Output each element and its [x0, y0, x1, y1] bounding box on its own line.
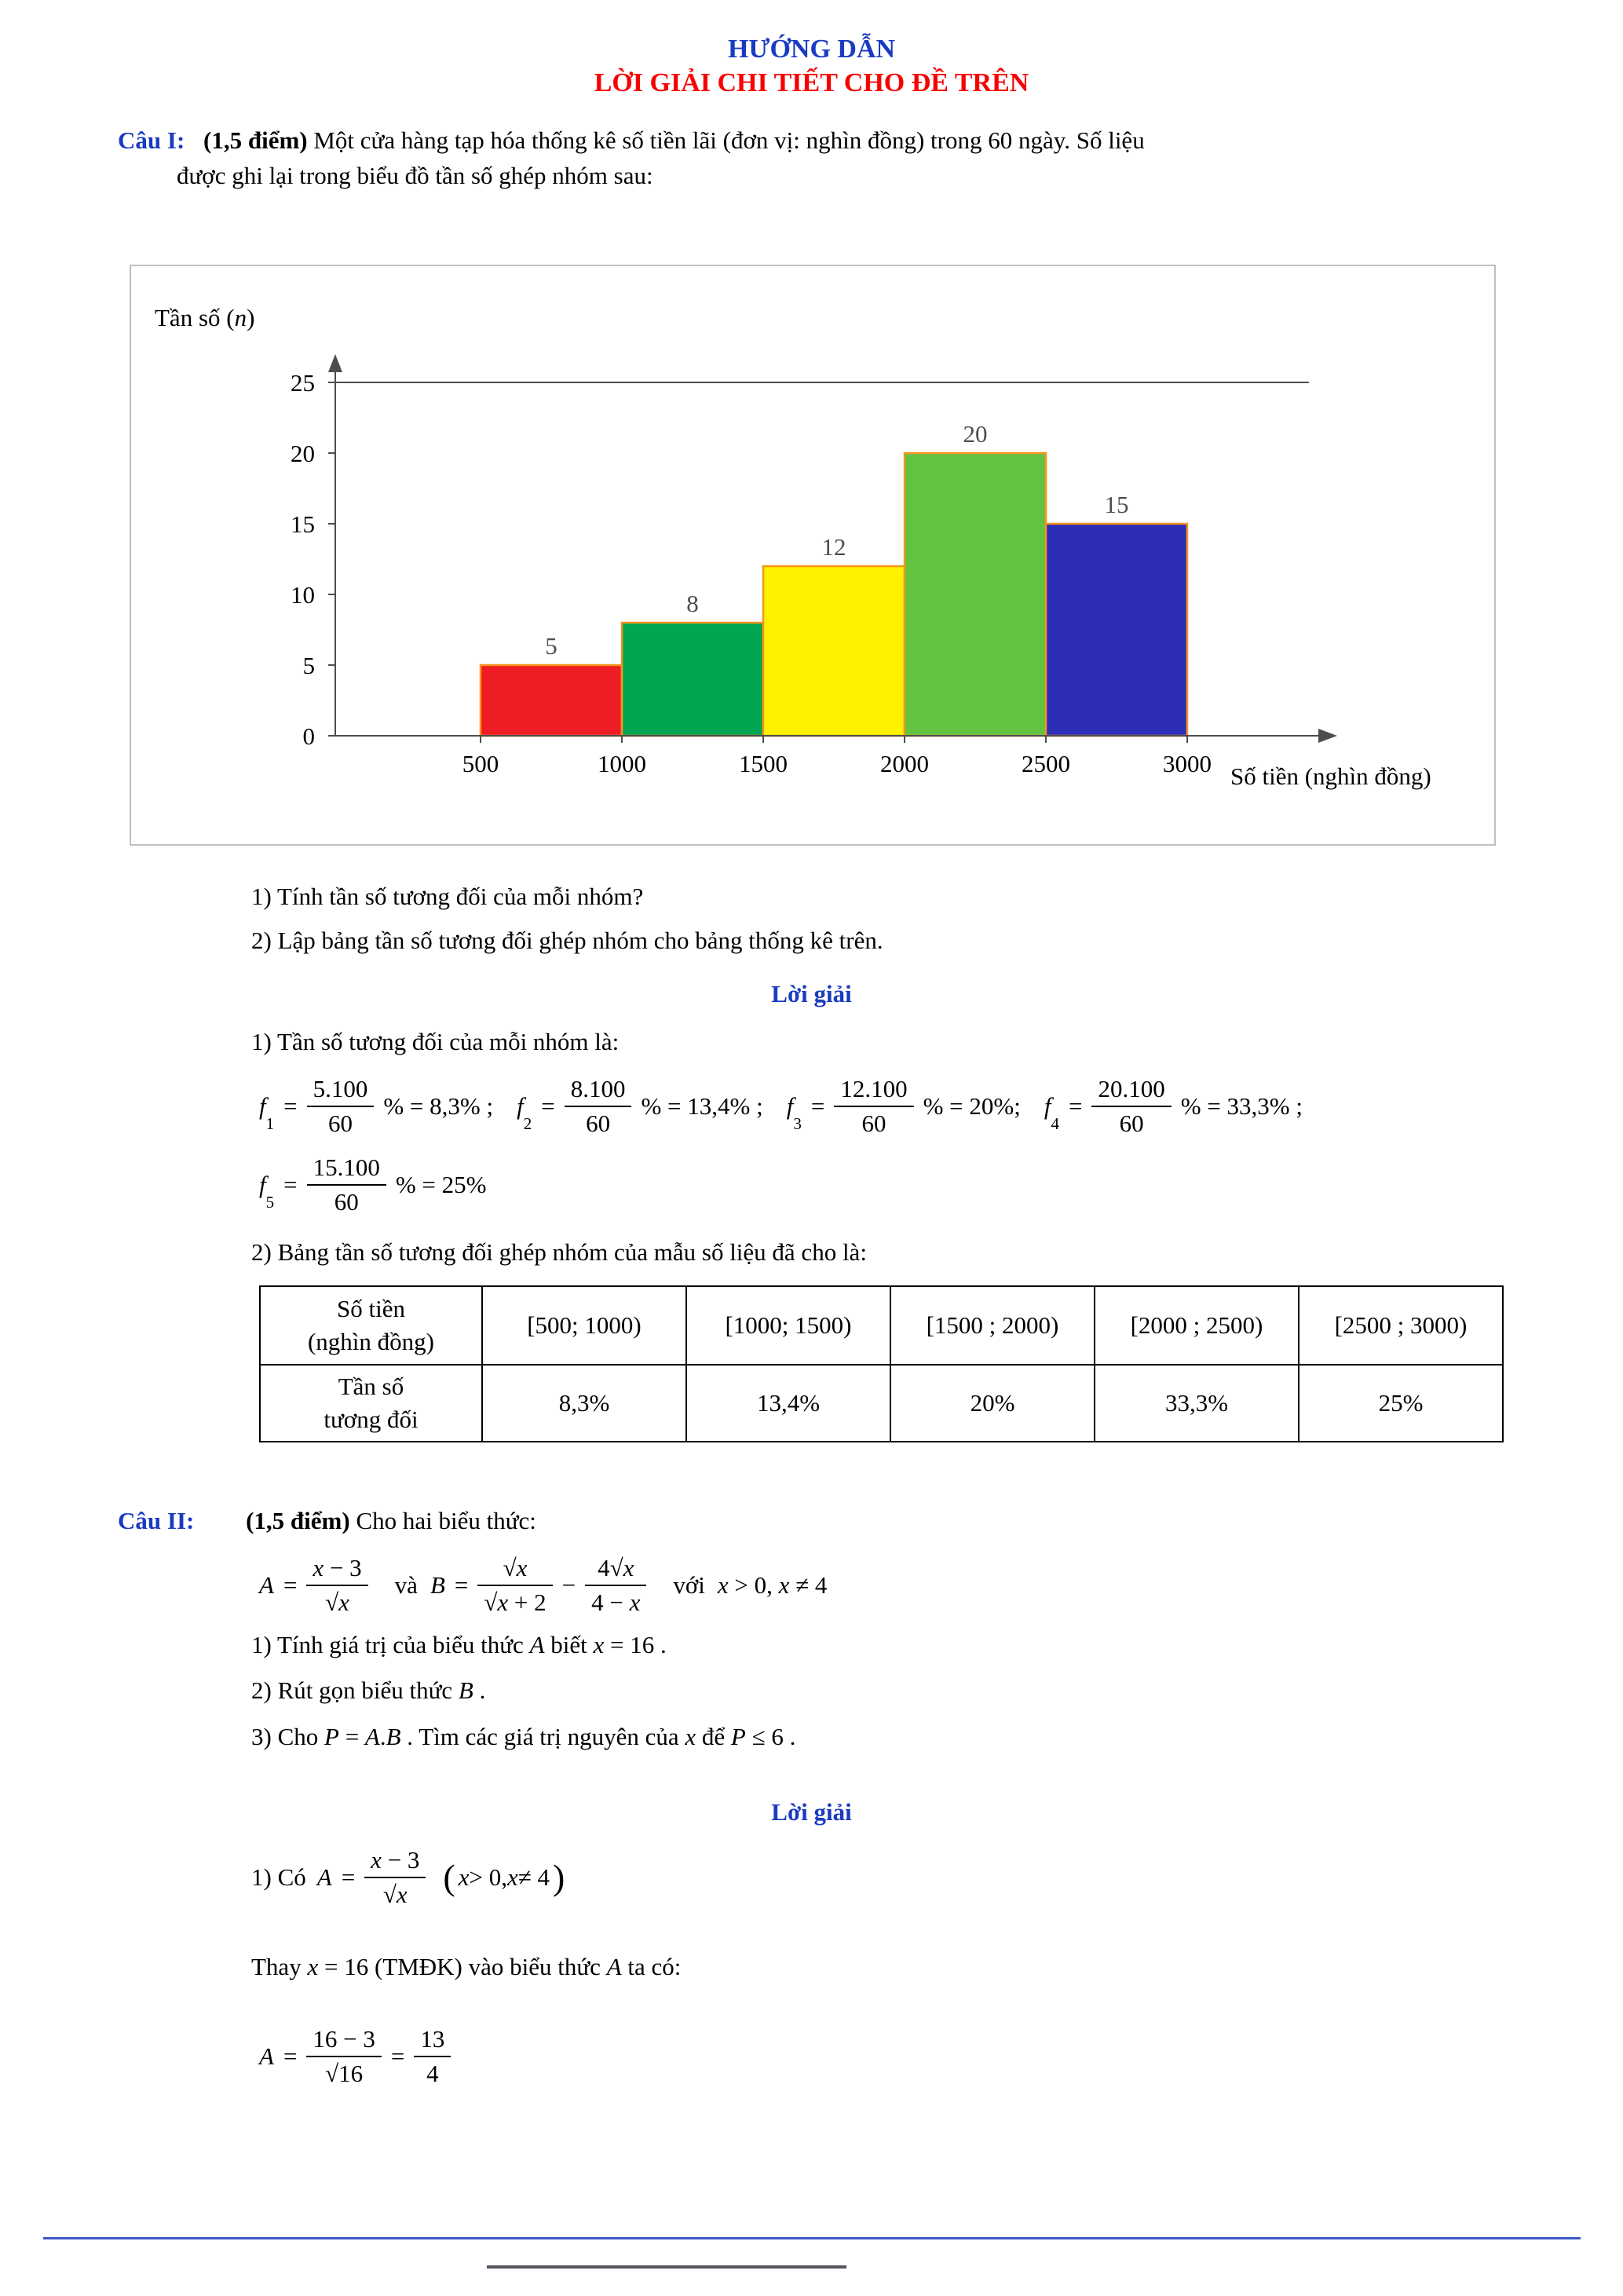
table-row-intervals: [260, 1286, 1503, 1365]
cau1-intro: [118, 123, 1531, 194]
cau1-points: (1,5 điểm): [203, 126, 308, 154]
svg-text:1000: 1000: [598, 749, 646, 777]
cau1-label: Câu I:: [118, 126, 185, 154]
fraction-f3: $\frac{12.100}{60}$: [834, 1074, 913, 1139]
cau2-item-1: 1) Tính giá trị của biểu thức A biết x = 16 .: [251, 1630, 667, 1658]
equals-sign: =: [810, 1092, 825, 1121]
result-f5: % = 25%: [395, 1171, 487, 1199]
svg-text:15: 15: [291, 510, 315, 538]
sub-f1: 1: [265, 1114, 275, 1134]
minus-sign: −: [561, 1570, 576, 1599]
page-subtitle: LỜI GIẢI CHI TIẾT CHO ĐỀ TRÊN: [594, 68, 1029, 97]
var-f5: f: [259, 1171, 266, 1199]
equals-sign: =: [541, 1092, 555, 1121]
fraction-B2: $\frac{4√x}{4 - x}$: [585, 1553, 646, 1618]
svg-text:Số tiền (nghìn đồng): Số tiền (nghìn đồng): [1230, 762, 1431, 790]
fraction-B1: $\frac{√x}{√x + 2}$: [477, 1553, 552, 1618]
interval-cell: [1000; 1500): [686, 1286, 890, 1365]
svg-text:5: 5: [302, 651, 315, 679]
formula-f1: [259, 1074, 503, 1139]
result-f3: % = 20%;: [923, 1092, 1021, 1121]
fraction-step: $\frac{16 - 3}{√16}$: [306, 2024, 381, 2089]
cau2-intro: [118, 1504, 1531, 1539]
equals-sign: =: [283, 1570, 298, 1599]
final-expression: [259, 2024, 451, 2089]
svg-text:12: 12: [821, 532, 846, 561]
frequency-formulas-line1: [259, 1074, 1623, 1139]
cau1-question-1: 1) Tính tần số tương đối của mỗi nhóm?: [251, 882, 644, 910]
frequency-formulas-line2: [259, 1153, 1623, 1217]
svg-text:25: 25: [291, 368, 315, 397]
cau1-sol2-header: 2) Bảng tần số tương đối ghép nhóm của mẫu số liệu đã cho là:: [251, 1238, 867, 1267]
footer-rule: [43, 2237, 1581, 2239]
condition-text: x > 0, x ≠ 4: [717, 1570, 828, 1599]
var-f1: f: [259, 1092, 266, 1121]
table-header-cell: Tần số tương đối: [260, 1365, 482, 1442]
cau2-label: Câu II:: [118, 1506, 195, 1534]
fraction-f2: $\frac{8.100}{60}$: [565, 1074, 632, 1139]
result-f1: % = 8,3% ;: [383, 1092, 494, 1121]
sol1-condition: ( x > 0, x ≠ 4 ): [443, 1857, 565, 1897]
page-title: HƯỚNG DẪN: [727, 35, 896, 64]
sub-f2: 2: [523, 1114, 532, 1134]
result-f4: % = 33,3% ;: [1180, 1092, 1303, 1121]
fraction-A: $\frac{x - 3}{√x}$: [306, 1553, 367, 1618]
formula-f5: [259, 1153, 496, 1217]
sol1-prefix: 1) Có: [251, 1863, 306, 1891]
formula-f2: [517, 1074, 773, 1139]
equals-sign: =: [283, 1092, 298, 1121]
sub-f3: 3: [793, 1114, 802, 1134]
value-cell: 8,3%: [482, 1365, 686, 1442]
fraction-result: $\frac{13}{4}$: [414, 2024, 451, 2089]
substitution-line: Thay x = 16 (TMĐK) vào biểu thức A ta có:: [251, 1953, 682, 1980]
formula-f3: [787, 1074, 1030, 1139]
var-A: A: [316, 1863, 332, 1891]
svg-text:1500: 1500: [739, 749, 788, 777]
interval-cell: [500; 1000): [482, 1286, 686, 1365]
interval-cell: [2500 ; 3000): [1299, 1286, 1503, 1365]
sol1-expression: [317, 1845, 426, 1910]
cau1-intro-line2: được ghi lại trong biểu đồ tần số ghép nhóm sau:: [177, 161, 653, 189]
fraction-A: $\frac{x - 3}{√x}$: [364, 1845, 426, 1910]
cau2-points: (1,5 điểm): [246, 1506, 350, 1534]
footer-secondary-rule: [487, 2265, 846, 2269]
value-cell: 25%: [1299, 1365, 1503, 1442]
equals-sign: =: [283, 2042, 298, 2070]
cau1-intro-text: Một cửa hàng tạp hóa thống kê số tiền lãi (đơn vị: nghìn đồng) trong 60 ngày. Số liệu: [313, 126, 1145, 154]
with-word: với: [673, 1570, 705, 1599]
value-cell: 13,4%: [686, 1365, 890, 1442]
chart-container: [130, 265, 1496, 846]
svg-text:500: 500: [462, 749, 499, 777]
cau2-item-3: 3) Cho P = A.B . Tìm các giá trị nguyên của x để P ≤ 6 .: [251, 1722, 796, 1750]
interval-cell: [2000 ; 2500): [1095, 1286, 1299, 1365]
var-f4: f: [1044, 1092, 1051, 1121]
value-cell: 33,3%: [1095, 1365, 1299, 1442]
var-A: A: [259, 1570, 274, 1599]
cau1-sol1-header: 1) Tần số tương đối của mỗi nhóm là:: [251, 1027, 620, 1055]
svg-text:0: 0: [302, 722, 315, 750]
svg-text:5: 5: [545, 631, 557, 660]
cau2-intro-text: Cho hai biểu thức:: [356, 1506, 536, 1534]
value-cell: 20%: [890, 1365, 1095, 1442]
cau2-sol1-row: [251, 1845, 1623, 1910]
formula-f4: [1044, 1074, 1312, 1139]
svg-text:2000: 2000: [880, 749, 929, 777]
svg-text:15: 15: [1104, 490, 1129, 518]
fraction-f4: $\frac{20.100}{60}$: [1091, 1074, 1171, 1139]
expression-A: [259, 1553, 368, 1618]
equals-sign: =: [390, 2042, 405, 2070]
svg-text:20: 20: [291, 439, 315, 467]
table-header-cell: Số tiền (nghìn đồng): [260, 1286, 482, 1365]
svg-text:10: 10: [291, 580, 315, 609]
and-word: và: [394, 1570, 418, 1599]
var-f2: f: [517, 1092, 524, 1121]
svg-text:20: 20: [963, 419, 988, 448]
cau1-solution-heading: Lời giải: [771, 979, 852, 1007]
sub-f4: 4: [1051, 1114, 1059, 1134]
final-computation: [259, 2024, 1623, 2089]
fraction-f5: $\frac{15.100}{60}$: [307, 1153, 386, 1217]
chart-svg: [139, 335, 1474, 799]
cau2-item-2: 2) Rút gọn biểu thức B .: [251, 1676, 486, 1704]
sub-f5: 5: [265, 1193, 275, 1212]
var-A: A: [259, 2042, 274, 2070]
result-f2: % = 13,4% ;: [641, 1092, 763, 1121]
equals-sign: =: [341, 1863, 356, 1891]
interval-cell: [1500 ; 2000): [890, 1286, 1095, 1365]
equals-sign: =: [1068, 1092, 1083, 1121]
var-B: B: [430, 1570, 445, 1599]
var-f3: f: [786, 1092, 794, 1121]
svg-text:3000: 3000: [1163, 749, 1212, 777]
svg-text:2500: 2500: [1022, 749, 1070, 777]
equals-sign: =: [454, 1570, 469, 1599]
svg-text:8: 8: [686, 589, 699, 617]
fraction-f1: $\frac{5.100}{60}$: [307, 1074, 375, 1139]
expression-B: [430, 1553, 646, 1618]
frequency-table: [259, 1285, 1504, 1442]
equals-sign: =: [283, 1171, 298, 1199]
table-row-values: [260, 1365, 1503, 1442]
cau1-intro-line1: [118, 123, 1531, 159]
cau2-expression: [259, 1553, 1623, 1618]
cau2-solution-heading: Lời giải: [771, 1798, 852, 1826]
cau1-question-2: 2) Lập bảng tần số tương đối ghép nhóm cho bảng thống kê trên.: [251, 927, 883, 955]
chart-y-axis-label: Tần số (n): [155, 303, 255, 331]
